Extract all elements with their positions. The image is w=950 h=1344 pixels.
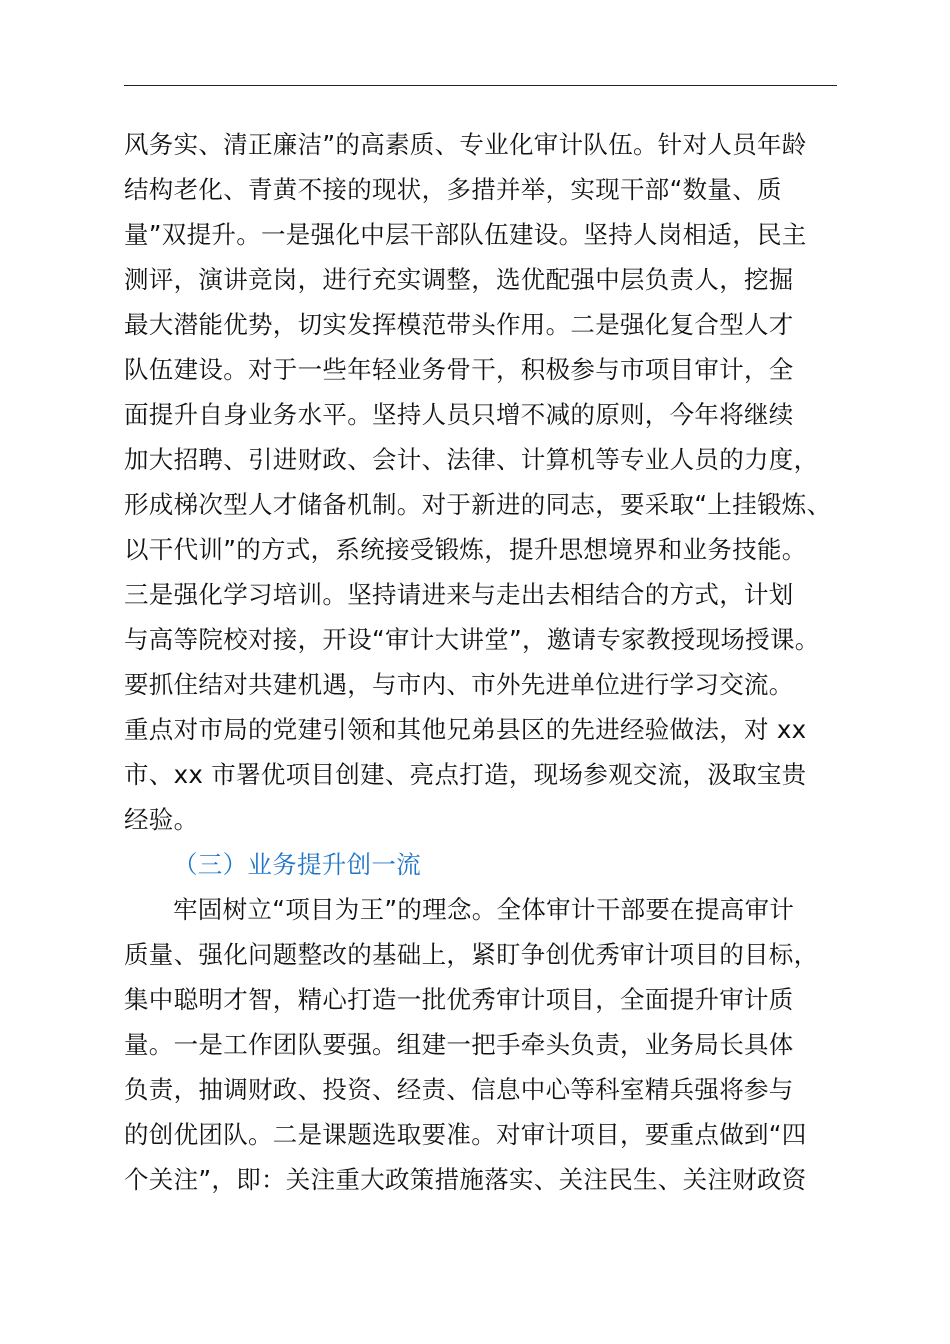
text-line: 加大招聘、引进财政、会计、法律、计算机等专业人员的力度，: [124, 445, 819, 474]
document-body: [124, 122, 864, 1202]
text-line: 个关注”，即：关注重大政策措施落实、关注民生、关注财政资: [124, 1165, 807, 1194]
text-line: 质量、强化问题整改的基础上，紧盯争创优秀审计项目的目标，: [124, 940, 819, 969]
text-line: 牢固树立“项目为王”的理念。全体审计干部要在提高审计: [173, 895, 795, 924]
text-line: 集中聪明才智，精心打造一批优秀审计项目，全面提升审计质: [124, 985, 794, 1014]
text-line: 以干代训”的方式，系统接受锻炼，提升思想境界和业务技能。: [124, 535, 807, 564]
text-line: 的创优团队。二是课题选取要准。对审计项目，要重点做到“四: [124, 1120, 807, 1149]
paragraph-team-building: [124, 122, 864, 842]
text-line: 市、xx 市署优项目创建、亮点打造，现场参观交流，汲取宝贵: [124, 760, 807, 789]
text-line: 队伍建设。对于一些年轻业务骨干，积极参与市项目审计，全: [124, 355, 794, 384]
section-heading: （三）业务提升创一流: [173, 850, 421, 879]
text-line: 量。一是工作团队要强。组建一把手牵头负责，业务局长具体: [124, 1030, 794, 1059]
text-line: 最大潜能优势，切实发挥模范带头作用。二是强化复合型人才: [124, 310, 794, 339]
text-line: 测评，演讲竞岗，进行充实调整，选优配强中层负责人，挖掘: [124, 265, 794, 294]
paragraph-business-improvement: [124, 887, 864, 1202]
text-line: 三是强化学习培训。坚持请进来与走出去相结合的方式，计划: [124, 580, 794, 609]
text-line: 经验。: [124, 805, 199, 834]
text-line: 面提升自身业务水平。坚持人员只增不减的原则，今年将继续: [124, 400, 794, 429]
text-line: 与高等院校对接，开设“审计大讲堂”，邀请专家教授现场授课。: [124, 625, 820, 654]
header-rule: [124, 85, 837, 86]
text-line: 形成梯次型人才储备机制。对于新进的同志，要采取“上挂锻炼、: [124, 490, 832, 519]
text-line: 负责，抽调财政、投资、经责、信息中心等科室精兵强将参与: [124, 1075, 794, 1104]
text-line: 风务实、清正廉洁”的高素质、专业化审计队伍。针对人员年龄: [124, 130, 807, 159]
text-line: 结构老化、青黄不接的现状，多措并举，实现干部“数量、质: [124, 175, 782, 204]
text-line: 要抓住结对共建机遇，与市内、市外先进单位进行学习交流。: [124, 670, 794, 699]
text-line: 重点对市局的党建引领和其他兄弟县区的先进经验做法，对 xx: [124, 715, 807, 744]
text-line: 量”双提升。一是强化中层干部队伍建设。坚持人岗相适，民主: [124, 220, 807, 249]
